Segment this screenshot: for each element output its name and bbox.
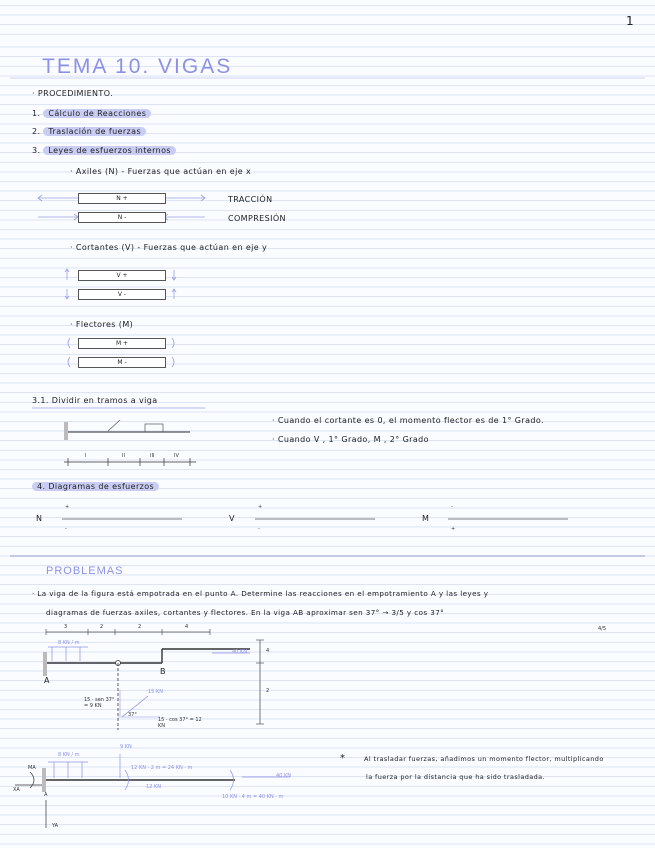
horizontal-force-label: 40 KN [232, 649, 247, 655]
diagramas-heading [32, 482, 159, 491]
problemas-heading: PROBLEMAS [46, 565, 124, 577]
v-minus: - [258, 526, 260, 532]
v-plus: + [258, 504, 263, 510]
diagram-n-label: N [36, 514, 43, 523]
angle-label: 37° [128, 712, 137, 718]
dimension: 2 [100, 624, 104, 630]
n-minus: - [65, 526, 67, 532]
dimension-vertical: 2 [266, 688, 270, 694]
tramos-note-2: · Cuando V , 1° Grado, M , 2° Grado [272, 435, 429, 444]
problem-line-2: diagramas de fuerzas axiles, cortantes y flectores. En la viga AB aproximar sen 37° → 3/5 y cos 37° [46, 608, 445, 617]
segment-label: III [150, 453, 155, 459]
inclined-force-label: 15 KN [148, 689, 163, 695]
m-minus: - [451, 504, 453, 510]
vertical-force-label: 9 KN [120, 744, 132, 750]
page-number: 1 [626, 14, 634, 28]
tramos-note-1: · Cuando el cortante es 0, el momento flector es de 1° Grado. [272, 416, 544, 425]
cos-fraction: 4/5 [598, 626, 607, 632]
cortante-negative-box: V - [78, 289, 166, 300]
ya-label: YA [52, 823, 59, 829]
dimension: 3 [64, 624, 68, 630]
axil-negative-box: N - [78, 212, 166, 223]
moment-bottom-label: 10 KN · 4 m = 40 KN · m [222, 794, 284, 800]
m-plus: + [451, 526, 456, 532]
diagram-v-label: V [229, 514, 235, 523]
dimension-vertical: 4 [266, 648, 270, 654]
step-label: Traslación de fuerzas [43, 127, 146, 136]
segment-label: I [85, 453, 87, 459]
axiles-heading: · Axiles (N) - Fuerzas que actúan en eje x [70, 167, 252, 176]
step-number: 3. [32, 146, 41, 155]
procedimiento-heading: · PROCEDIMIENTO. [32, 89, 114, 98]
step-3 [32, 146, 176, 155]
distributed-load-label: 8 KN / m [58, 640, 80, 646]
point-b-label: B [160, 667, 166, 676]
translation-note-1: Al trasladar fuerzas, añadimos un momento flector, multiplicando [364, 755, 604, 763]
traccion-label: TRACCIÓN [228, 195, 273, 204]
note-star: * [340, 753, 346, 764]
component-x-label: 15 · cos 37° = 12 KN [158, 717, 202, 729]
dimension: 2 [138, 624, 142, 630]
xa-label: XA [13, 787, 20, 793]
force-12-label: 12 KN [146, 784, 161, 790]
step-number: 2. [32, 127, 41, 136]
diagram-m-label: M [422, 514, 430, 523]
segment-label: II [122, 453, 125, 459]
horizontal-force-label-2: 40 KN [276, 773, 291, 779]
moment-label: 12 KN · 2 m = 24 KN · m [131, 765, 193, 771]
step-label: Leyes de esfuerzos internos [43, 146, 176, 155]
flector-positive-box: M + [78, 338, 166, 349]
cortantes-heading: · Cortantes (V) - Fuerzas que actúan en eje y [70, 243, 268, 252]
page-title: TEMA 10. VIGAS [42, 55, 233, 78]
translation-note-2: la fuerza por la distancia que ha sido trasladada. [366, 773, 545, 781]
point-a-label-2: A [44, 792, 48, 798]
flectores-heading: · Flectores (M) [70, 320, 134, 329]
cortante-positive-box: V + [78, 270, 166, 281]
compresion-label: COMPRESIÓN [228, 214, 286, 223]
step-1 [32, 109, 151, 118]
step-2 [32, 127, 146, 136]
distributed-load-label-2: 8 KN / m [58, 752, 80, 758]
step-number: 1. [32, 109, 41, 118]
dimension: 4 [185, 624, 189, 630]
tramos-heading: 3.1. Dividir en tramos a viga [32, 396, 158, 405]
point-a-label: A [44, 676, 50, 685]
component-y-label: 15 · sen 37° = 9 KN [84, 697, 115, 709]
axil-positive-box: N + [78, 193, 166, 204]
diagramas-label: 4. Diagramas de esfuerzos [32, 482, 159, 491]
segment-label: IV [174, 453, 179, 459]
n-plus: + [65, 504, 70, 510]
ma-label: MA [28, 765, 36, 771]
problem-line-1: · La viga de la figura está empotrada en el punto A. Determine las reacciones en el empotramiento A y las leyes y [32, 589, 489, 598]
flector-negative-box: M - [78, 357, 166, 368]
step-label: Cálculo de Reacciones [43, 109, 151, 118]
